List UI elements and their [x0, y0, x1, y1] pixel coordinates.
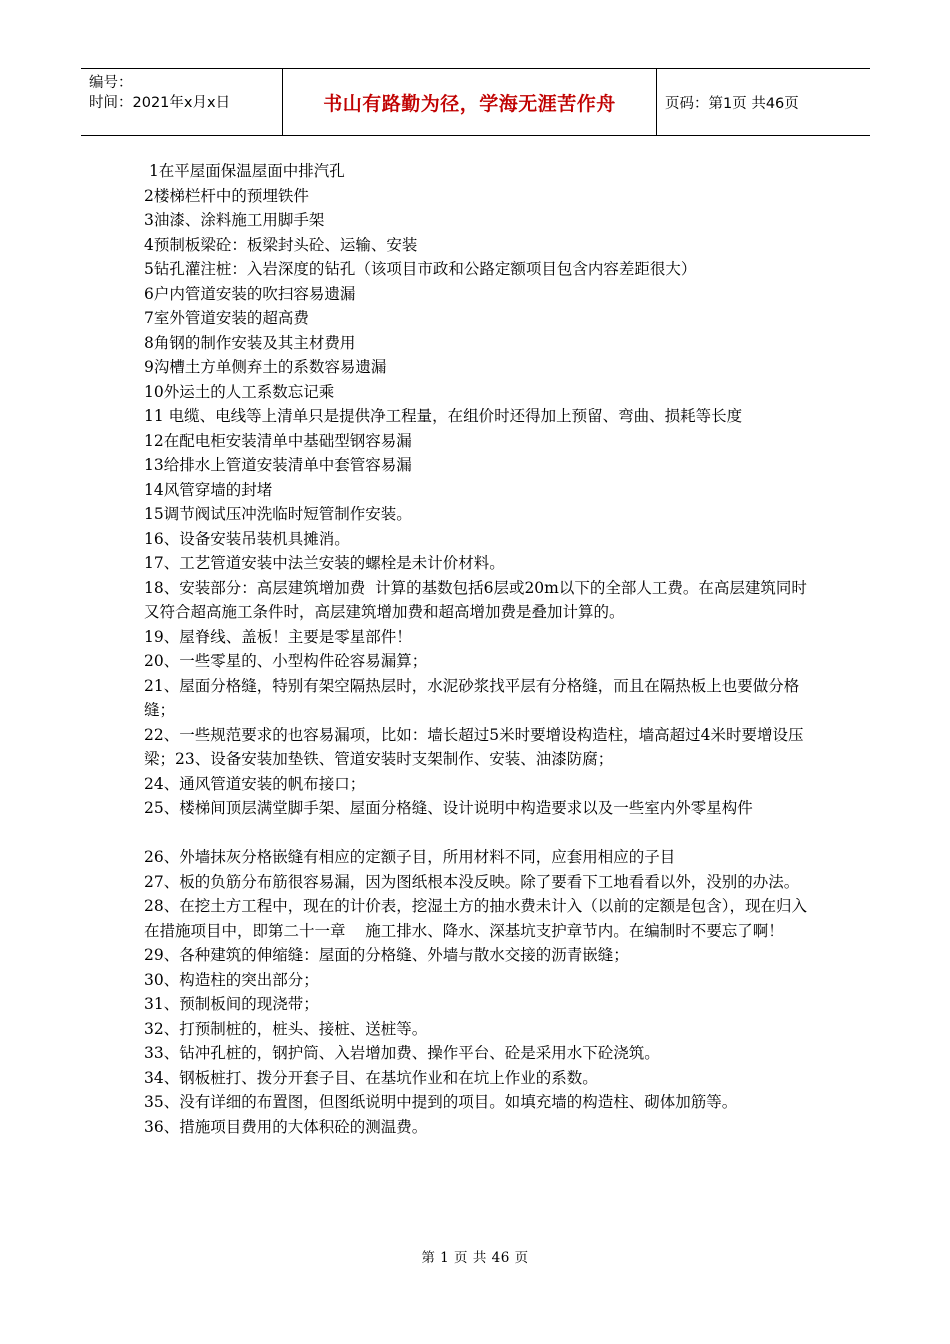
list-item: 25、楼梯间顶层满堂脚手架、屋面分格缝、设计说明中构造要求以及一些室内外零星构件 — [144, 799, 753, 817]
list-item: 20、一些零星的、小型构件砼容易漏算； — [144, 652, 428, 670]
time-label: 时间：2021年x月x日 — [89, 95, 231, 111]
list-item: 31、预制板间的现浇带； — [144, 995, 319, 1013]
list-item: 1在平屋面保温屋面中排汽孔 — [144, 162, 345, 180]
list-item: 35、没有详细的布置图，但图纸说明中提到的项目。如填充墙的构造柱、砌体加筋等。 — [144, 1093, 738, 1111]
list-item: 14风管穿墙的封堵 — [144, 480, 273, 499]
list-item: 6户内管道安装的吹扫容易遗漏 — [144, 284, 356, 303]
list-item: 8角钢的制作安装及其主材费用 — [144, 333, 356, 352]
list-item: 11 电缆、电线等上清单只是提供净工程量，在组价时还得加上预留、弯曲、损耗等长度 — [144, 407, 743, 425]
list-item: 18、安装部分：高层建筑增加费 计算的基数包括6层或20m以下的全部人工费。在高层建筑同时又符合超高施工条件时，高层建筑增加费和超高增加费是叠加计算的。 — [144, 578, 807, 621]
list-item: 19、屋脊线、盖板！主要是零星部件！ — [144, 627, 412, 646]
list-item: 33、钻冲孔桩的，钢护筒、入岩增加费、操作平台、砼是采用水下砼浇筑。 — [144, 1044, 660, 1062]
list-item: 15调节阀试压冲洗临时短管制作安装。 — [144, 505, 412, 523]
list-item: 24、通风管道安装的帆布接口； — [144, 774, 366, 793]
document-body — [144, 159, 808, 1139]
list-item: 3油漆、涂料施工用脚手架 — [144, 211, 325, 229]
page-code: 页码：第1页 共46页 — [665, 95, 799, 112]
list-item: 10外运土的人工系数忘记乘 — [144, 382, 335, 401]
list-item: 9沟槽土方单侧弃土的系数容易遗漏 — [144, 358, 387, 376]
header-motto-cell — [283, 69, 657, 135]
list-item: 5钻孔灌注桩：入岩深度的钻孔（该项目市政和公路定额项目包含内容差距很大） — [144, 260, 697, 278]
list-item: 2楼梯栏杆中的预埋铁件 — [144, 186, 309, 205]
header-meta-cell — [81, 69, 283, 135]
list-item: 13给排水上管道安装清单中套管容易漏 — [144, 456, 412, 474]
list-item: 12在配电柜安装清单中基础型钢容易漏 — [144, 431, 412, 450]
list-item: 22、一些规范要求的也容易漏项，比如：墙长超过5米时要增设构造柱，墙高超过4米时要增设压梁；23、设备安装加垫铁、管道安装时支架制作、安装、油漆防腐； — [144, 725, 804, 768]
list-item: 36、措施项目费用的大体积砼的测温费。 — [144, 1117, 428, 1136]
list-item: 27、板的负筋分布筋很容易漏，因为图纸根本没反映。除了要看下工地看看以外，没别的办法。 — [144, 872, 800, 891]
list-item: 29、各种建筑的伸缩缝：屋面的分格缝、外墙与散水交接的沥青嵌缝； — [144, 946, 629, 964]
list-item: 7室外管道安装的超高费 — [144, 309, 309, 327]
serial-label: 编号： — [89, 75, 133, 91]
list-item: 21、屋面分格缝，特别有架空隔热层时，水泥砂浆找平层有分格缝，而且在隔热板上也要做分格缝； — [144, 676, 800, 719]
list-item: 32、打预制桩的，桩头、接桩、送桩等。 — [144, 1019, 428, 1038]
blank-line — [144, 821, 808, 846]
list-item: 34、钢板桩打、拨分开套子目、在基坑作业和在坑上作业的系数。 — [144, 1068, 598, 1087]
list-item: 30、构造柱的突出部分； — [144, 970, 319, 989]
list-item: 16、设备安装吊装机具摊消。 — [144, 529, 350, 548]
page-footer: 第 1 页 共 46 页 — [421, 1250, 529, 1266]
list-item: 4预制板梁砼：板梁封头砼、运输、安装 — [144, 235, 418, 254]
list-item: 28、在挖土方工程中，现在的计价表，挖湿土方的抽水费未计入（以前的定额是包含），现在归入在措施项目中，即第二十一章 施工排水、降水、深基坑支护章节内。在编制时不要忘了啊！ — [144, 897, 807, 940]
list-item: 26、外墙抹灰分格嵌缝有相应的定额子目，所用材料不同，应套用相应的子目 — [144, 848, 676, 866]
header-page-cell — [657, 69, 870, 135]
list-item: 17、工艺管道安装中法兰安装的螺栓是未计价材料。 — [144, 554, 505, 572]
document-header — [81, 68, 870, 136]
motto-text: 书山有路勤为径，学海无涯苦作舟 — [323, 92, 616, 115]
